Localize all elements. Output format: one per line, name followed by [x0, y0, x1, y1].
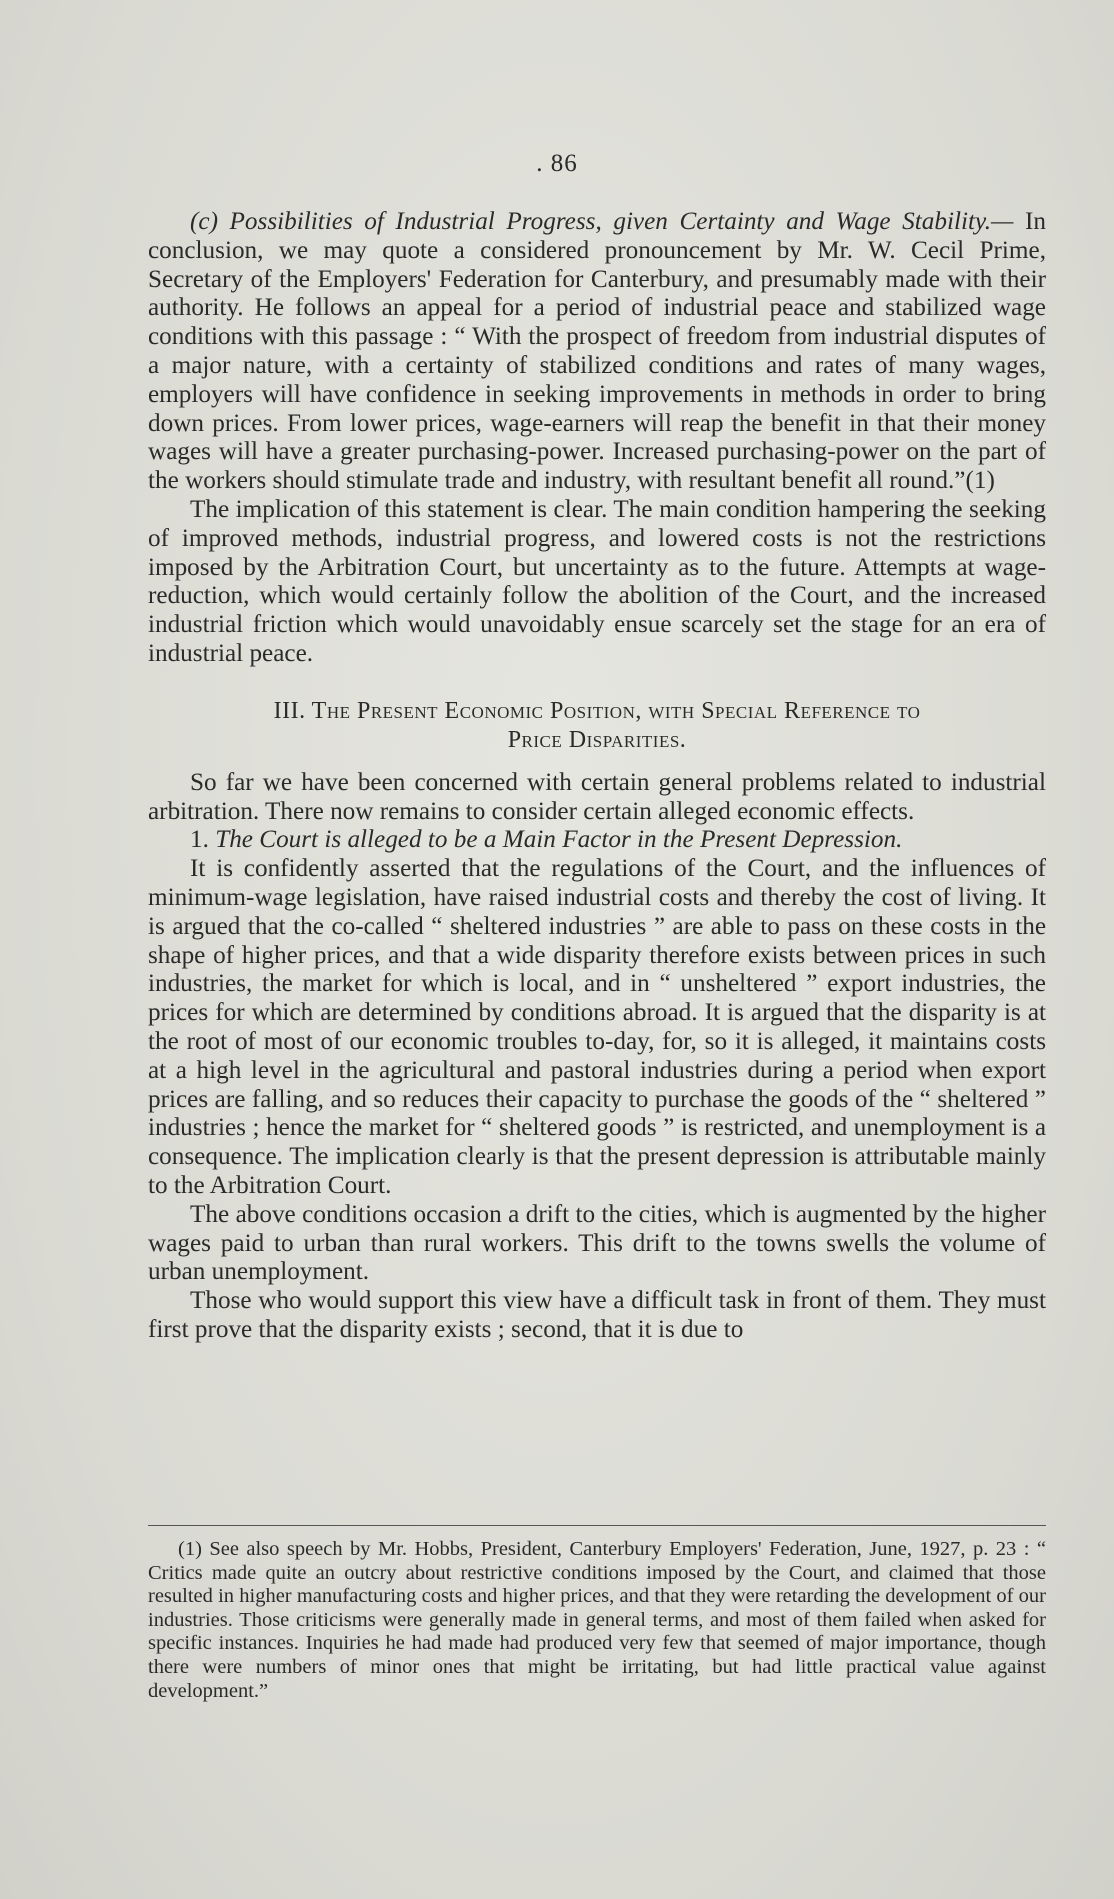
subsection-1-number: 1.: [190, 826, 209, 854]
footnote: [148, 1538, 1046, 1703]
page-number: . 86: [536, 150, 578, 177]
section-iii-heading-line1: III. The Present Economic Position, with Special Reference to: [273, 697, 921, 724]
subsection-1-para2: The above conditions occasion a drift to the cities, which is augmented by the higher wages paid to urban than rural workers. This drift to the towns swells the volume of urban unemployment.: [148, 1200, 1046, 1286]
main-text: [148, 208, 1046, 1345]
subsection-1-heading: [148, 826, 1046, 855]
subsection-1-para3: Those who would support this view have a difficult task in front of them. They must first prove that the disparity exists ; second, that it is due to: [148, 1287, 1046, 1343]
subsection-1-para1: It is confidently asserted that the regulations of the Court, and the influences of minimum-wage legislation, have raised industrial costs and thereby the cost of living. It is argued that the co-called “ sheltered industries ” are able to pass on these costs in the shape of higher prices, and that a wide disparity therefore exists between prices in such industries, the market for which is local, and in “ unsheltered ” export industries, the prices for which are determined by conditions abroad. It is argued that the disparity is at the root of most of our economic troubles to-day, for, so it is alleged, it maintains costs at a high level in the agricultural and pastoral industries during a period when export prices are falling, and so reduces their capacity to purchase the goods of the “ sheltered ” industries ; hence the market for “ sheltered goods ” is restricted, and unemployment is a consequence. The implication clearly is that the present depression is attributable mainly to the Arbitration Court.: [148, 855, 1046, 1199]
section-c-para2: The implication of this statement is clear. The main condition hampering the seeking of improved methods, industrial progress, and lowered costs is not the restrictions imposed by the Arbitration Court, but uncertainty as to the future. Attempts at wage-reduction, which would certainly follow the abolition of the Court, and the increased industrial friction which would unavoidably ensue scarcely set the stage for an era of industrial peace.: [148, 495, 1046, 667]
section-iii-para1: So far we have been concerned with certain general problems related to industrial arbitration. There now remains to consider certain alleged economic effects.: [148, 768, 1046, 825]
section-iii-heading-line2: Price Disparities.: [507, 726, 687, 753]
section-c-para1: In conclusion, we may quote a considered pronouncement by Mr. W. Cecil Prime, Secretary of the Employers' Federation for Canterbury, and presumably made with their authority. He follows an appeal for a period of industrial peace and stabilized wage conditions with this passage : “ With the prospect of freedom from industrial disputes of a major nature, with a certainty of stabilized conditions and rates of many wages, employers will have confidence in seeking improvements in methods in order to bring down prices. From lower prices, wage-earners will reap the benefit in that their money wages will have a greater purchasing-power. Increased purchasing-power on the part of the workers should stimulate trade and industry, with resultant benefit all round.”(1): [148, 208, 1047, 495]
section-iii-heading: [148, 697, 1046, 755]
footnote-text: (1) See also speech by Mr. Hobbs, President, Canterbury Employers' Federation, June, 1927, p. 23 : “ Critics made quite an outcry about restrictive conditions imposed by the Court, and claimed that those resulted in higher manufacturing costs and higher prices, and that they were retarding the development of our industries. Those criticisms were generally made in general terms, and most of them failed when asked for specific instances. Inquiries he had made had produced very few that seemed of major importance, though there were numbers of minor ones that might be irritating, but had little practical value against development.”: [148, 1538, 1046, 1702]
section-c-heading: (c) Possibilities of Industrial Progress, given Certainty and Wage Stability.—: [190, 208, 1014, 235]
subsection-1-title: The Court is alleged to be a Main Factor in the Present Depression.: [215, 826, 903, 854]
section-c-block: [148, 208, 1046, 496]
footnote-divider: [148, 1525, 1046, 1526]
